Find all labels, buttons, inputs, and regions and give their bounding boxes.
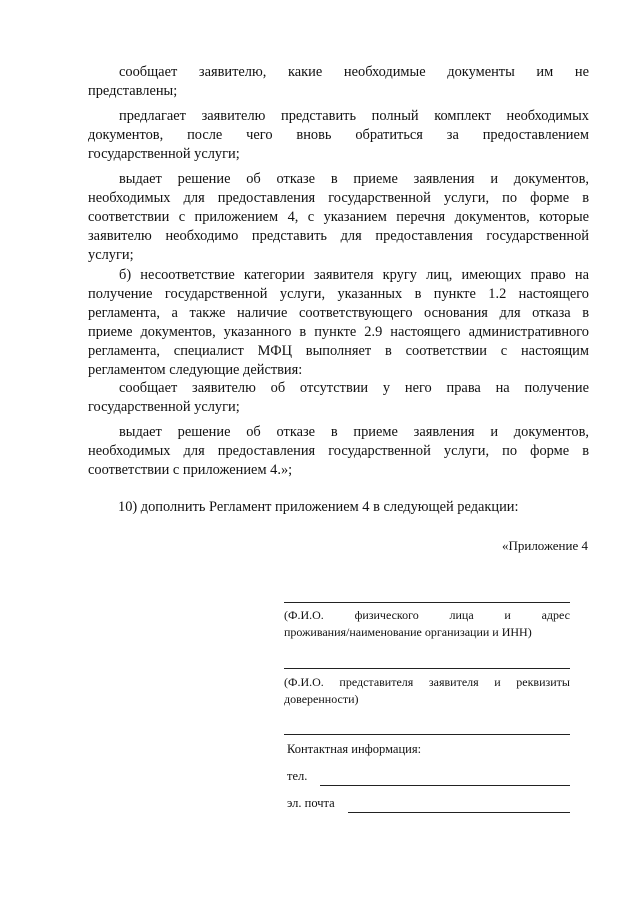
text-line: регламента, а также наличие соответствующего основания для отказа в (88, 305, 589, 321)
text-line: государственной услуги; (88, 146, 240, 162)
text-line: регламентом следующие действия: (88, 362, 303, 378)
caption-line: (Ф.И.О. представителя заявителя и реквизиты (284, 675, 570, 689)
separator-line (284, 734, 570, 735)
text-line: услуги; (88, 247, 134, 263)
text-line: необходимых для предоставления государственной услуги, по форме в (88, 443, 589, 459)
text-line: выдает решение об отказе в приеме заявления и документов, (119, 171, 589, 187)
text-line: приеме документов, указанного в пункте 2.9 настоящего административного (88, 324, 589, 340)
caption-line: проживания/наименование организации и ИНН) (284, 625, 532, 639)
contact-info-label: Контактная информация: (287, 742, 422, 756)
representative-name-line (284, 668, 570, 669)
text-line: государственной услуги; (88, 399, 240, 415)
paragraph (88, 63, 589, 101)
text-line: документов, после чего вновь обратиться за предоставлением (88, 127, 589, 143)
text-line: соответствии с приложением 4, с указанием перечня документов, которые (88, 209, 589, 225)
text-line: сообщает заявителю, какие необходимые документы им не (119, 64, 589, 80)
paragraph (88, 379, 589, 417)
phone-field-line (320, 785, 570, 786)
text-line: выдает решение об отказе в приеме заявления и документов, (119, 424, 589, 440)
appendix-label: «Приложение 4 (501, 538, 588, 553)
text-line: необходимых для предоставления государственной услуги, по форме в (88, 190, 589, 206)
amendment-line: 10) дополнить Регламент приложением 4 в следующей редакции: (118, 499, 519, 515)
paragraph (88, 423, 589, 480)
applicant-name-line (284, 602, 570, 603)
text-line: предлагает заявителю представить полный комплект необходимых (119, 108, 589, 124)
text-line: соответствии с приложением 4.»; (88, 462, 293, 478)
text-line: получение государственной услуги, указанных в пункте 1.2 настоящего (88, 286, 589, 302)
email-field-line (348, 812, 570, 813)
caption-line: (Ф.И.О. физического лица и адрес (284, 608, 570, 622)
text-line: заявителю необходимо представить для предоставления государственной (88, 228, 589, 244)
text-line: представлены; (88, 83, 178, 99)
paragraph (88, 266, 589, 380)
phone-label: тел. (287, 769, 308, 783)
applicant-caption (284, 607, 570, 641)
text-line: регламента, специалист МФЦ выполняет в соответствии с настоящим (88, 343, 589, 359)
text-line: сообщает заявителю об отсутствии у него права на получение (119, 380, 589, 396)
representative-caption (284, 674, 570, 708)
email-label: эл. почта (287, 796, 335, 810)
paragraph (88, 170, 589, 265)
text-line: б) несоответствие категории заявителя кругу лиц, имеющих право на (119, 267, 589, 283)
caption-line: доверенности) (284, 692, 359, 706)
paragraph (88, 107, 589, 164)
